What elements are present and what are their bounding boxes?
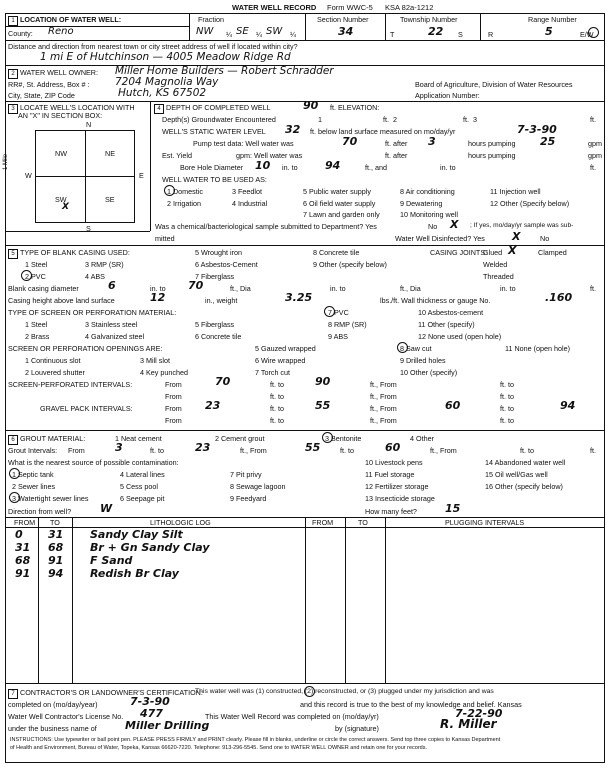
- plug-header: PLUGGING INTERVALS: [445, 518, 525, 527]
- section-3-number: 3: [8, 104, 18, 114]
- county-value[interactable]: Reno: [48, 26, 74, 37]
- mitted-label: mitted: [155, 234, 175, 243]
- grout-to-2[interactable]: 60: [385, 441, 401, 454]
- city-label: City, State, ZIP Code: [8, 91, 75, 100]
- source-8[interactable]: 8 Sewage lagoon: [230, 482, 286, 491]
- pump-gpm-label: gpm: [588, 139, 602, 148]
- open-1[interactable]: 1 Continuous slot: [25, 356, 81, 365]
- yield-mid: gpm: Well water was: [236, 151, 303, 160]
- diam-ft-dia-2: ft., Dia: [400, 284, 421, 293]
- source-6[interactable]: 6 Seepage pit: [120, 494, 165, 503]
- record-date[interactable]: 7-22-90: [455, 707, 503, 720]
- use-5[interactable]: 5 Public water supply: [303, 187, 371, 196]
- quad-ne: NE: [105, 149, 115, 158]
- direction-value[interactable]: W: [100, 502, 113, 515]
- screen-5[interactable]: 5 Fiberglass: [195, 320, 235, 329]
- perf-from-label-2: From: [165, 392, 182, 401]
- screen-7[interactable]: 7 PVC: [328, 308, 349, 317]
- pump-hours[interactable]: 3: [428, 135, 436, 148]
- use-6[interactable]: 6 Oil field water supply: [303, 199, 376, 208]
- address-value[interactable]: 7204 Magnolia Way: [115, 76, 219, 88]
- pump-hours-label: hours pumping: [468, 139, 516, 148]
- box-n: N: [86, 120, 92, 129]
- perf-ft-to-2: ft. to: [500, 380, 514, 389]
- log-from-3[interactable]: 91: [15, 567, 31, 580]
- log-from-1[interactable]: 31: [15, 541, 31, 554]
- open-label: SCREEN OR PERFORATION OPENINGS ARE:: [8, 344, 163, 353]
- casing-1[interactable]: 1 Steel: [25, 260, 48, 269]
- source-5[interactable]: 5 Cess pool: [120, 482, 158, 491]
- casing-2-circle: [21, 270, 32, 281]
- open-11[interactable]: 11 None (open hole): [505, 344, 570, 353]
- disinfect-no: No: [540, 234, 550, 243]
- open-7[interactable]: 7 Torch cut: [255, 368, 291, 377]
- log-desc-2[interactable]: F Sand: [90, 554, 133, 567]
- gravel-from-label-2: From: [165, 416, 182, 425]
- license-value[interactable]: 477: [140, 707, 163, 720]
- form-title: WATER WELL RECORD: [232, 3, 317, 12]
- source-9[interactable]: 9 Feedyard: [230, 494, 267, 503]
- diam-ft-end: ft.: [590, 284, 596, 293]
- section-2-number: 2: [8, 69, 18, 79]
- pump-value[interactable]: 70: [342, 135, 358, 148]
- board-label: Board of Agriculture, Division of Water Resources: [415, 80, 573, 89]
- source-2[interactable]: 2 Sewer lines: [12, 482, 56, 491]
- diam-ft-dia: ft., Dia: [230, 284, 251, 293]
- log-litho-header: LITHOLOGIC LOG: [150, 518, 211, 527]
- open-6[interactable]: 6 Wire wrapped: [255, 356, 306, 365]
- open-8-circle: [397, 342, 408, 353]
- screen-9[interactable]: 9 ABS: [328, 332, 348, 341]
- screen-6[interactable]: 6 Concrete tile: [195, 332, 242, 341]
- static-value[interactable]: 32: [285, 123, 301, 136]
- fraction-q1[interactable]: NW: [196, 26, 214, 37]
- gravel-ft-from: ft., From: [370, 404, 397, 413]
- source-16[interactable]: 16 Other (specify below): [485, 482, 563, 491]
- joints-welded[interactable]: Welded: [483, 260, 508, 269]
- sec5-label: [8, 249, 130, 259]
- gw-label: Depth(s) Groundwater Encountered: [162, 115, 276, 124]
- perf-from-label: From: [165, 380, 182, 389]
- use-10[interactable]: 10 Monitoring well: [400, 210, 458, 219]
- instructions-2: of Health and Environment, Bureau of Water, Topeka, Kansas 66620-7220. Telephone: 913-296-5545. Send one to WATER WELL OWNER and retain one for your records.: [10, 745, 428, 751]
- instructions-1: INSTRUCTIONS: Use typewriter or ball point pen. PLEASE PRESS FIRMLY and PRINT clearly. Please fill in blanks, underline or circle the correct answers. Send top three copies to Kansas Department: [10, 737, 501, 743]
- log-to-1[interactable]: 68: [48, 541, 64, 554]
- location-x-mark[interactable]: X: [62, 202, 69, 212]
- open-5[interactable]: 5 Gauzed wrapped: [255, 344, 316, 353]
- grout-intervals-label: Grout Intervals:: [8, 446, 58, 455]
- source-4[interactable]: 4 Lateral lines: [120, 470, 165, 479]
- fraction-q3[interactable]: SW: [266, 26, 283, 37]
- diam-in-to-2: in. to: [330, 284, 346, 293]
- log-from-2[interactable]: 68: [15, 554, 31, 567]
- open-9[interactable]: 9 Drilled holes: [400, 356, 446, 365]
- casing-9[interactable]: 9 Other (specify below): [313, 260, 387, 269]
- use-4[interactable]: 4 Industrial: [232, 199, 268, 208]
- distance-label: Distance and direction from nearest town or city street address of well if located within city?: [8, 42, 298, 51]
- casing-5[interactable]: 5 Wrought iron: [195, 248, 243, 257]
- bore-to[interactable]: 94: [325, 159, 341, 172]
- business-label: under the business name of: [8, 724, 97, 733]
- grout-ft-end: ft.: [590, 446, 596, 455]
- static-label: WELL'S STATIC WATER LEVEL: [162, 127, 266, 136]
- use-2[interactable]: 2 Irrigation: [167, 199, 201, 208]
- box-s: S: [86, 224, 91, 233]
- gravel-to-2[interactable]: 94: [560, 399, 576, 412]
- sec4-depth: [154, 104, 271, 114]
- quad-se: SE: [105, 195, 115, 204]
- open-4[interactable]: 4 Key punched: [140, 368, 188, 377]
- perf-ft-to-4: ft. to: [500, 392, 514, 401]
- source-7[interactable]: 7 Pit privy: [230, 470, 262, 479]
- log-from-0[interactable]: 0: [15, 528, 23, 541]
- grout-3[interactable]: 3 Bentonite: [325, 434, 362, 443]
- use-1[interactable]: 1 Domestic: [167, 187, 203, 196]
- log-to-3[interactable]: 94: [48, 567, 64, 580]
- log-desc-3[interactable]: Redish Br Clay: [90, 567, 179, 580]
- joints-threaded[interactable]: Threaded: [483, 272, 514, 281]
- diam-in-to: in. to: [150, 284, 166, 293]
- gw-ft-3: ft.: [590, 115, 596, 124]
- gw-ft-2: ft.: [463, 115, 469, 124]
- range-label: Range Number: [528, 15, 577, 24]
- yield-label: Est. Yield: [162, 151, 192, 160]
- fraction-quarter-1: ¼: [226, 30, 232, 39]
- gw-ft-1: ft.: [383, 115, 389, 124]
- completed-label: completed on (mo/day/year): [8, 700, 98, 709]
- section-6-number: 6: [8, 435, 18, 445]
- grout-from-label: From: [68, 446, 85, 455]
- bore-diameter[interactable]: 10: [255, 159, 271, 172]
- source-3[interactable]: 3 Watertight sewer lines: [12, 494, 89, 503]
- source-1-circle: [9, 468, 20, 479]
- section-4-number: 4: [154, 104, 164, 114]
- perf-ft-from-2: ft., From: [370, 392, 397, 401]
- by-signature-label: by (signature): [335, 724, 379, 733]
- quad-sw: SW: [55, 195, 67, 204]
- grout-ft-to-3: ft. to: [520, 446, 534, 455]
- chem-x[interactable]: X: [450, 218, 459, 231]
- grout-ft-to: ft. to: [150, 446, 164, 455]
- disinfect-label: Water Well Disinfected? Yes: [395, 234, 485, 243]
- log-desc-1[interactable]: Br + Gn Sandy Clay: [90, 541, 210, 554]
- perf-ft-to: ft. to: [270, 380, 284, 389]
- section-5-number: 5: [8, 249, 18, 259]
- section-1-number: 1: [8, 16, 18, 26]
- application-label: Application Number:: [415, 91, 480, 100]
- diam-to[interactable]: 70: [188, 279, 204, 292]
- grout-label: GROUT MATERIAL:: [20, 434, 86, 443]
- plug-to-header: TO: [358, 518, 368, 527]
- source-11[interactable]: 11 Fuel storage: [365, 470, 415, 479]
- gravel-ft-to-2: ft. to: [500, 404, 514, 413]
- perf-from[interactable]: 70: [215, 375, 231, 388]
- perf-ft-to-3: ft. to: [270, 392, 284, 401]
- chem-no: No: [428, 222, 438, 231]
- pump-gpm[interactable]: 25: [540, 135, 556, 148]
- bore-in-to: in. to: [282, 163, 298, 172]
- joints-label: CASING JOINTS:: [430, 248, 488, 257]
- box-w: W: [25, 171, 32, 180]
- grout-to-1[interactable]: 23: [195, 441, 211, 454]
- joints-glued-x[interactable]: X: [508, 244, 517, 257]
- box-mile: 1 Mile: [3, 153, 9, 170]
- screen-12[interactable]: 12 None used (open hole): [418, 332, 502, 341]
- gravel-label: GRAVEL PACK INTERVALS:: [40, 404, 133, 413]
- grout-4[interactable]: 4 Other: [410, 434, 434, 443]
- township-label: Township Number: [400, 15, 458, 24]
- gw-2: 2: [393, 115, 397, 124]
- disinfect-x[interactable]: X: [512, 230, 521, 243]
- diam-in-to-3: in. to: [500, 284, 516, 293]
- fraction-quarter-2: ¼: [256, 30, 262, 39]
- sec2-label: [8, 69, 98, 79]
- location-label: LOCATION OF WATER WELL:: [20, 15, 122, 24]
- screen-7-circle: [324, 306, 335, 317]
- use-12[interactable]: 12 Other (Specify below): [490, 199, 570, 208]
- open-8[interactable]: 8 Saw cut: [400, 344, 432, 353]
- township-s: S: [458, 30, 463, 39]
- weight-value[interactable]: 3.25: [285, 291, 313, 304]
- use-label: WELL WATER TO BE USED AS:: [162, 175, 267, 184]
- static-suffix: ft. below land surface measured on mo/day/yr: [310, 127, 456, 136]
- fraction-q2[interactable]: SE: [236, 26, 249, 37]
- source-14[interactable]: 14 Abandoned water well: [485, 458, 566, 467]
- lbs-label: lbs./ft. Wall thickness or gauge No.: [380, 296, 491, 305]
- static-date[interactable]: 7-3-90: [517, 123, 557, 136]
- distance-value[interactable]: 1 mi E of Hutchinson — 4005 Meadow Ridge Rd: [40, 51, 291, 63]
- grout-from-2[interactable]: 55: [305, 441, 321, 454]
- fraction-quarter-3: ¼: [290, 30, 296, 39]
- screen-3[interactable]: 3 Stainless steel: [85, 320, 138, 329]
- chem-label: Was a chemical/bacteriological sample submitted to Department? Yes: [155, 222, 377, 231]
- open-3[interactable]: 3 Mill slot: [140, 356, 170, 365]
- height-weight-label: in., weight: [205, 296, 238, 305]
- quad-nw: NW: [55, 149, 67, 158]
- log-to-header: TO: [50, 518, 60, 527]
- direction-label: Direction from well?: [8, 507, 72, 516]
- signature[interactable]: R. Miller: [440, 717, 497, 731]
- source-12[interactable]: 12 Fertilizer storage: [365, 482, 429, 491]
- use-7[interactable]: 7 Lawn and garden only: [303, 210, 380, 219]
- yield-gpm-label: gpm: [588, 151, 602, 160]
- perf-label: SCREEN-PERFORATED INTERVALS:: [8, 380, 133, 389]
- gravel-from-2[interactable]: 60: [445, 399, 461, 412]
- grout-2[interactable]: 2 Cement grout: [215, 434, 265, 443]
- use-8[interactable]: 8 Air conditioning: [400, 187, 455, 196]
- casing-8[interactable]: 8 Concrete tile: [313, 248, 360, 257]
- casing-label: TYPE OF BLANK CASING USED:: [20, 248, 130, 257]
- perf-to[interactable]: 90: [315, 375, 331, 388]
- bore-ft-and: ft., and: [365, 163, 387, 172]
- range-w-circle: [588, 27, 599, 38]
- diam-label: Blank casing diameter: [8, 284, 79, 293]
- grout-1[interactable]: 1 Neat cement: [115, 434, 162, 443]
- grout-ft-to-2: ft. to: [340, 446, 354, 455]
- source-label: What is the nearest source of possible contamination:: [8, 458, 179, 467]
- form-number: Form WWC-5: [327, 3, 373, 12]
- depth-label: DEPTH OF COMPLETED WELL: [166, 103, 271, 112]
- cert-constructed-circle: [304, 686, 315, 697]
- record-text: This Water Well Record was completed on (mo/day/yr): [205, 712, 379, 721]
- owner-value[interactable]: Miller Home Builders — Robert Schradder: [115, 65, 334, 77]
- gauge-value[interactable]: .160: [545, 291, 573, 304]
- casing-4[interactable]: 4 ABS: [85, 272, 105, 281]
- depth-value[interactable]: 90: [303, 99, 319, 112]
- screen-label: TYPE OF SCREEN OR PERFORATION MATERIAL:: [8, 308, 177, 317]
- joints-clamped[interactable]: Clamped: [538, 248, 567, 257]
- open-10[interactable]: 10 Other (specify): [400, 368, 458, 377]
- gw-1: 1: [318, 115, 322, 124]
- section-number-value[interactable]: 34: [338, 25, 354, 38]
- section-7-number: 7: [8, 689, 18, 699]
- screen-2[interactable]: 2 Brass: [25, 332, 50, 341]
- bore-label: Bore Hole Diameter: [180, 163, 244, 172]
- screen-8[interactable]: 8 RMP (SR): [328, 320, 367, 329]
- completed-tail: and this record is true to the best of my knowledge and belief. Kansas: [300, 700, 522, 709]
- casing-7[interactable]: 7 Fiberglass: [195, 272, 235, 281]
- bore-in-to-2: in. to: [440, 163, 456, 172]
- open-2[interactable]: 2 Louvered shutter: [25, 368, 85, 377]
- source-15[interactable]: 15 Oil well/Gas well: [485, 470, 548, 479]
- log-from-header: FROM: [14, 518, 36, 527]
- gravel-ft-from-2: ft., From: [370, 416, 397, 425]
- gravel-ft-to-3: ft. to: [270, 416, 284, 425]
- log-to-2[interactable]: 91: [48, 554, 64, 567]
- sec7-label: [8, 689, 203, 699]
- gw-3: 3: [473, 115, 477, 124]
- address-label: RR#, St. Address, Box # :: [8, 80, 90, 89]
- gravel-from-1[interactable]: 23: [205, 399, 221, 412]
- gravel-from-label: From: [165, 404, 182, 413]
- grout-ft-from: ft., From: [240, 446, 267, 455]
- log-to-0[interactable]: 31: [48, 528, 64, 541]
- joints-glued[interactable]: Glued: [483, 248, 503, 257]
- elevation-label: ft. ELEVATION:: [330, 103, 380, 112]
- yield-after: ft. after: [385, 151, 408, 160]
- perf-ft-from: ft., From: [370, 380, 397, 389]
- source-1[interactable]: 1 Septic tank: [12, 470, 54, 479]
- locate-label-1: LOCATE WELL'S LOCATION WITH: [20, 103, 135, 112]
- yield-hours-label: hours pumping: [468, 151, 516, 160]
- use-1-circle: [164, 185, 175, 196]
- box-e: E: [139, 171, 144, 180]
- plug-from-header: FROM: [312, 518, 334, 527]
- ksa-number: KSA 82a-1212: [385, 3, 434, 12]
- section-number-label: Section Number: [317, 15, 369, 24]
- screen-10[interactable]: 10 Asbestos-cement: [418, 308, 484, 317]
- cert-label: CONTRACTOR'S OR LANDOWNER'S CERTIFICATION:: [20, 688, 203, 697]
- screen-4[interactable]: 4 Galvanized steel: [85, 332, 145, 341]
- completed-date[interactable]: 7-3-90: [130, 695, 170, 708]
- source-3-circle: [9, 492, 20, 503]
- county-label: County:: [8, 29, 33, 38]
- range-r: R: [488, 30, 494, 39]
- sec6-label: [8, 435, 85, 445]
- screen-11[interactable]: 11 Other (specify): [418, 320, 475, 329]
- use-3[interactable]: 3 Feedlot: [232, 187, 262, 196]
- grout-from-1[interactable]: 3: [115, 441, 123, 454]
- pump-after: ft. after: [385, 139, 408, 148]
- gravel-ft-to: ft. to: [270, 404, 284, 413]
- height-value[interactable]: 12: [150, 291, 166, 304]
- license-label: Water Well Contractor's License No.: [8, 712, 124, 721]
- sec1-label: [8, 16, 121, 26]
- use-9[interactable]: 9 Dewatering: [400, 199, 443, 208]
- locate-label-2: AN "X" IN SECTION BOX:: [18, 111, 103, 120]
- use-11[interactable]: 11 Injection well: [490, 187, 541, 196]
- township-t: T: [390, 30, 395, 39]
- feet-label: How many feet?: [365, 507, 417, 516]
- diam-value[interactable]: 6: [108, 279, 116, 292]
- source-13[interactable]: 13 Insecticide storage: [365, 494, 435, 503]
- screen-1[interactable]: 1 Steel: [25, 320, 48, 329]
- grout-ft-from-2: ft., From: [430, 446, 457, 455]
- fraction-label: Fraction: [198, 15, 224, 24]
- chem-tail: ; If yes, mo/day/yr sample was sub-: [470, 222, 574, 229]
- cert-text: This water well was (1) constructed, (2) reconstructed, or (3) plugged under my jurisdiction and was: [195, 688, 494, 695]
- source-10[interactable]: 10 Livestock pens: [365, 458, 423, 467]
- casing-6[interactable]: 6 Asbestos-Cement: [195, 260, 258, 269]
- owner-label: WATER WELL OWNER:: [20, 68, 98, 77]
- range-ew: E/W: [580, 30, 594, 39]
- gravel-to-1[interactable]: 55: [315, 399, 331, 412]
- log-desc-0[interactable]: Sandy Clay Silt: [90, 528, 183, 541]
- feet-value[interactable]: 15: [445, 502, 461, 515]
- height-label: Casing height above land surface: [8, 296, 115, 305]
- city-value[interactable]: Hutch, KS 67502: [118, 87, 207, 99]
- bore-ft-end: ft.: [590, 163, 596, 172]
- casing-2[interactable]: 2 PVC: [25, 272, 46, 281]
- pump-label: Pump test data: Well water was: [193, 139, 294, 148]
- township-value[interactable]: 22: [428, 25, 444, 38]
- range-value[interactable]: 5: [545, 25, 553, 38]
- gravel-ft-to-4: ft. to: [500, 416, 514, 425]
- grout-3-circle: [322, 432, 333, 443]
- business-value[interactable]: Miller Drilling: [125, 719, 210, 732]
- casing-3[interactable]: 3 RMP (SR): [85, 260, 124, 269]
